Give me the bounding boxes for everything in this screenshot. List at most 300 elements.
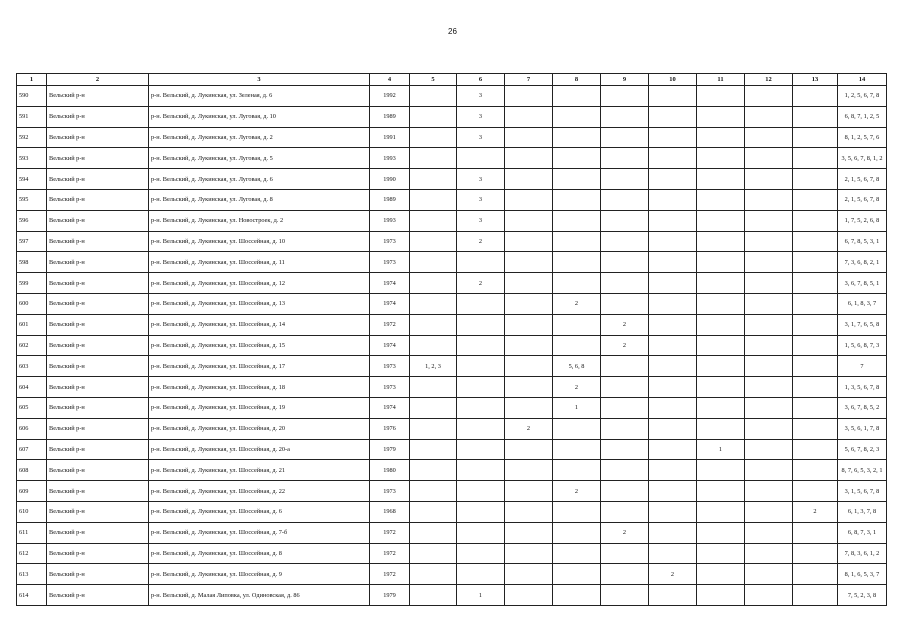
table-row [17, 148, 887, 169]
cell-row-number: 610 [17, 501, 47, 522]
cell-col-13 [793, 418, 838, 439]
cell-col-12 [745, 189, 793, 210]
cell-col-5 [410, 106, 457, 127]
cell-col-13 [793, 585, 838, 606]
cell-col-10: 2 [649, 564, 697, 585]
cell-district: Вельский р-н [47, 273, 149, 294]
table-row [17, 231, 887, 252]
cell-col-11 [697, 273, 745, 294]
cell-col-7 [505, 522, 553, 543]
cell-col-10 [649, 356, 697, 377]
cell-col-14: 8, 7, 6, 5, 3, 2, 1 [838, 460, 887, 481]
cell-col-6 [457, 356, 505, 377]
cell-district: Вельский р-н [47, 501, 149, 522]
cell-col-8: 1 [553, 397, 601, 418]
cell-district: Вельский р-н [47, 564, 149, 585]
cell-col-8 [553, 189, 601, 210]
cell-col-11 [697, 418, 745, 439]
cell-col-14: 6, 8, 7, 3, 1 [838, 522, 887, 543]
cell-col-8 [553, 273, 601, 294]
cell-col-9 [601, 481, 649, 502]
cell-year-built: 1972 [370, 543, 410, 564]
cell-col-8 [553, 231, 601, 252]
cell-col-10 [649, 314, 697, 335]
table-row [17, 356, 887, 377]
cell-col-6: 3 [457, 127, 505, 148]
cell-col-11 [697, 397, 745, 418]
cell-district: Вельский р-н [47, 231, 149, 252]
cell-col-8: 5, 6, 8 [553, 356, 601, 377]
cell-address: р-н. Вельский, д. Лукинская, ул. Шоссейная, д. 14 [149, 314, 370, 335]
cell-col-5 [410, 210, 457, 231]
cell-col-11 [697, 293, 745, 314]
column-header-8: 8 [553, 74, 601, 86]
cell-col-12 [745, 564, 793, 585]
cell-col-9 [601, 252, 649, 273]
cell-col-14: 2, 1, 5, 6, 7, 8 [838, 169, 887, 190]
cell-col-5 [410, 189, 457, 210]
cell-col-12 [745, 148, 793, 169]
cell-col-5 [410, 543, 457, 564]
table-row [17, 564, 887, 585]
cell-col-13 [793, 127, 838, 148]
table-row [17, 377, 887, 398]
cell-col-10 [649, 522, 697, 543]
cell-col-5 [410, 481, 457, 502]
table-row [17, 293, 887, 314]
cell-col-10 [649, 273, 697, 294]
cell-col-11 [697, 314, 745, 335]
cell-col-12 [745, 522, 793, 543]
cell-col-7 [505, 397, 553, 418]
cell-col-12 [745, 481, 793, 502]
cell-address: р-н. Вельский, д. Лукинская, ул. Шоссейная, д. 15 [149, 335, 370, 356]
cell-col-14: 6, 8, 7, 1, 2, 5 [838, 106, 887, 127]
cell-col-13 [793, 564, 838, 585]
cell-col-5 [410, 585, 457, 606]
cell-year-built: 1991 [370, 127, 410, 148]
cell-col-6: 3 [457, 189, 505, 210]
cell-col-12 [745, 273, 793, 294]
cell-col-11 [697, 377, 745, 398]
cell-col-10 [649, 585, 697, 606]
cell-col-12 [745, 86, 793, 107]
cell-col-8 [553, 252, 601, 273]
cell-col-10 [649, 189, 697, 210]
cell-col-14: 3, 6, 7, 8, 5, 2 [838, 397, 887, 418]
table-row [17, 252, 887, 273]
column-header-9: 9 [601, 74, 649, 86]
cell-col-13: 2 [793, 501, 838, 522]
table-row [17, 335, 887, 356]
cell-col-6 [457, 314, 505, 335]
table-row [17, 397, 887, 418]
cell-col-10 [649, 169, 697, 190]
cell-col-12 [745, 335, 793, 356]
cell-col-14: 6, 1, 8, 3, 7 [838, 293, 887, 314]
cell-col-6 [457, 564, 505, 585]
cell-year-built: 1974 [370, 397, 410, 418]
cell-col-11: 1 [697, 439, 745, 460]
cell-col-13 [793, 377, 838, 398]
cell-year-built: 1968 [370, 501, 410, 522]
cell-col-12 [745, 106, 793, 127]
cell-col-9 [601, 501, 649, 522]
cell-col-8 [553, 564, 601, 585]
table-row [17, 522, 887, 543]
cell-col-8 [553, 127, 601, 148]
cell-col-9 [601, 543, 649, 564]
cell-year-built: 1972 [370, 564, 410, 585]
cell-col-9 [601, 564, 649, 585]
cell-col-12 [745, 397, 793, 418]
cell-row-number: 606 [17, 418, 47, 439]
cell-col-6: 3 [457, 169, 505, 190]
cell-col-6 [457, 335, 505, 356]
column-header-6: 6 [457, 74, 505, 86]
cell-col-5 [410, 522, 457, 543]
cell-col-5 [410, 460, 457, 481]
cell-address: р-н. Вельский, д. Лукинская, ул. Зеленая, д. 6 [149, 86, 370, 107]
cell-col-11 [697, 169, 745, 190]
cell-row-number: 607 [17, 439, 47, 460]
table-row [17, 273, 887, 294]
table-row [17, 543, 887, 564]
cell-address: р-н. Вельский, д. Лукинская, ул. Луговая, д. 2 [149, 127, 370, 148]
cell-col-12 [745, 501, 793, 522]
cell-col-6 [457, 501, 505, 522]
cell-col-10 [649, 460, 697, 481]
cell-address: р-н. Вельский, д. Лукинская, ул. Шоссейная, д. 8 [149, 543, 370, 564]
cell-row-number: 597 [17, 231, 47, 252]
cell-col-11 [697, 231, 745, 252]
cell-address: р-н. Вельский, д. Лукинская, ул. Шоссейная, д. 12 [149, 273, 370, 294]
cell-col-10 [649, 252, 697, 273]
cell-col-12 [745, 169, 793, 190]
cell-row-number: 590 [17, 86, 47, 107]
cell-col-8 [553, 210, 601, 231]
cell-col-14: 1, 5, 6, 8, 7, 3 [838, 335, 887, 356]
cell-col-10 [649, 543, 697, 564]
cell-col-14: 3, 1, 7, 6, 5, 8 [838, 314, 887, 335]
cell-col-14: 3, 5, 6, 1, 7, 8 [838, 418, 887, 439]
cell-col-6 [457, 293, 505, 314]
cell-col-6 [457, 522, 505, 543]
cell-row-number: 608 [17, 460, 47, 481]
column-header-11: 11 [697, 74, 745, 86]
cell-address: р-н. Вельский, д. Лукинская, ул. Шоссейная, д. 22 [149, 481, 370, 502]
cell-col-6: 2 [457, 273, 505, 294]
cell-col-9 [601, 377, 649, 398]
cell-col-10 [649, 501, 697, 522]
cell-year-built: 1993 [370, 210, 410, 231]
cell-district: Вельский р-н [47, 293, 149, 314]
cell-col-7 [505, 148, 553, 169]
cell-col-7 [505, 314, 553, 335]
cell-address: р-н. Вельский, д. Лукинская, ул. Шоссейная, д. 13 [149, 293, 370, 314]
column-header-5: 5 [410, 74, 457, 86]
cell-col-13 [793, 522, 838, 543]
cell-district: Вельский р-н [47, 543, 149, 564]
cell-col-8 [553, 522, 601, 543]
cell-col-9: 2 [601, 335, 649, 356]
cell-col-5 [410, 314, 457, 335]
cell-col-14: 3, 1, 5, 6, 7, 8 [838, 481, 887, 502]
cell-col-7 [505, 564, 553, 585]
cell-col-10 [649, 293, 697, 314]
cell-year-built: 1990 [370, 169, 410, 190]
cell-row-number: 612 [17, 543, 47, 564]
cell-col-14: 7, 3, 6, 8, 2, 1 [838, 252, 887, 273]
table-row [17, 169, 887, 190]
table-row [17, 314, 887, 335]
cell-year-built: 1972 [370, 522, 410, 543]
cell-col-9 [601, 356, 649, 377]
cell-col-11 [697, 460, 745, 481]
cell-year-built: 1973 [370, 481, 410, 502]
cell-col-6 [457, 439, 505, 460]
cell-col-11 [697, 335, 745, 356]
cell-col-14: 8, 1, 6, 5, 3, 7 [838, 564, 887, 585]
cell-col-5 [410, 127, 457, 148]
cell-col-6 [457, 397, 505, 418]
cell-address: р-н. Вельский, д. Лукинская, ул. Луговая, д. 5 [149, 148, 370, 169]
cell-col-7 [505, 293, 553, 314]
cell-col-14: 3, 5, 6, 7, 8, 1, 2 [838, 148, 887, 169]
cell-col-6: 3 [457, 210, 505, 231]
cell-col-9 [601, 397, 649, 418]
cell-col-10 [649, 377, 697, 398]
cell-col-13 [793, 252, 838, 273]
cell-col-13 [793, 148, 838, 169]
cell-col-9 [601, 231, 649, 252]
cell-col-5 [410, 418, 457, 439]
column-header-13: 13 [793, 74, 838, 86]
cell-col-11 [697, 210, 745, 231]
cell-col-12 [745, 314, 793, 335]
cell-col-5 [410, 231, 457, 252]
cell-col-10 [649, 148, 697, 169]
cell-row-number: 601 [17, 314, 47, 335]
column-header-14: 14 [838, 74, 887, 86]
page-number: 26 [448, 27, 457, 36]
cell-district: Вельский р-н [47, 127, 149, 148]
cell-year-built: 1989 [370, 189, 410, 210]
cell-col-11 [697, 252, 745, 273]
cell-col-6 [457, 460, 505, 481]
cell-row-number: 611 [17, 522, 47, 543]
cell-col-5 [410, 148, 457, 169]
cell-col-7 [505, 501, 553, 522]
cell-col-7 [505, 439, 553, 460]
cell-row-number: 591 [17, 106, 47, 127]
cell-col-11 [697, 543, 745, 564]
cell-col-13 [793, 273, 838, 294]
cell-col-14: 3, 6, 7, 8, 5, 1 [838, 273, 887, 294]
cell-col-11 [697, 564, 745, 585]
column-header-4: 4 [370, 74, 410, 86]
cell-col-9 [601, 210, 649, 231]
cell-year-built: 1989 [370, 106, 410, 127]
cell-col-7 [505, 106, 553, 127]
cell-row-number: 614 [17, 585, 47, 606]
cell-col-10 [649, 418, 697, 439]
cell-col-10 [649, 86, 697, 107]
cell-district: Вельский р-н [47, 252, 149, 273]
cell-address: р-н. Вельский, д. Малая Липовка, ул. Одиновская, д. 86 [149, 585, 370, 606]
housing-register-table [16, 73, 887, 606]
cell-col-7 [505, 377, 553, 398]
cell-col-14: 1, 2, 5, 6, 7, 8 [838, 86, 887, 107]
table-row [17, 418, 887, 439]
cell-row-number: 602 [17, 335, 47, 356]
cell-col-9 [601, 189, 649, 210]
cell-district: Вельский р-н [47, 397, 149, 418]
cell-address: р-н. Вельский, д. Лукинская, ул. Шоссейная, д. 6 [149, 501, 370, 522]
cell-col-7 [505, 543, 553, 564]
cell-col-9 [601, 293, 649, 314]
cell-col-9 [601, 273, 649, 294]
cell-district: Вельский р-н [47, 460, 149, 481]
cell-address: р-н. Вельский, д. Лукинская, ул. Новостроек, д. 2 [149, 210, 370, 231]
cell-col-12 [745, 252, 793, 273]
cell-district: Вельский р-н [47, 418, 149, 439]
cell-col-13 [793, 86, 838, 107]
cell-col-7 [505, 460, 553, 481]
cell-col-8 [553, 148, 601, 169]
cell-col-12 [745, 356, 793, 377]
cell-year-built: 1973 [370, 356, 410, 377]
cell-district: Вельский р-н [47, 481, 149, 502]
cell-col-7 [505, 335, 553, 356]
cell-district: Вельский р-н [47, 106, 149, 127]
cell-col-7 [505, 127, 553, 148]
cell-col-5 [410, 377, 457, 398]
cell-address: р-н. Вельский, д. Лукинская, ул. Шоссейная, д. 19 [149, 397, 370, 418]
cell-col-8 [553, 169, 601, 190]
cell-col-11 [697, 106, 745, 127]
cell-year-built: 1974 [370, 293, 410, 314]
cell-col-14: 5, 6, 7, 8, 2, 3 [838, 439, 887, 460]
cell-col-10 [649, 335, 697, 356]
cell-col-11 [697, 127, 745, 148]
table-row [17, 189, 887, 210]
cell-district: Вельский р-н [47, 210, 149, 231]
cell-col-12 [745, 210, 793, 231]
header-row [17, 74, 887, 86]
cell-col-7 [505, 252, 553, 273]
cell-col-6 [457, 148, 505, 169]
table-body [17, 86, 887, 606]
cell-district: Вельский р-н [47, 585, 149, 606]
cell-year-built: 1980 [370, 460, 410, 481]
cell-row-number: 599 [17, 273, 47, 294]
cell-year-built: 1974 [370, 273, 410, 294]
cell-year-built: 1974 [370, 335, 410, 356]
cell-district: Вельский р-н [47, 439, 149, 460]
cell-col-6: 3 [457, 86, 505, 107]
cell-col-5: 1, 2, 3 [410, 356, 457, 377]
cell-col-11 [697, 189, 745, 210]
cell-col-6 [457, 252, 505, 273]
cell-col-14: 2, 1, 5, 6, 7, 8 [838, 189, 887, 210]
cell-col-9 [601, 169, 649, 190]
cell-address: р-н. Вельский, д. Лукинская, ул. Луговая, д. 8 [149, 189, 370, 210]
cell-row-number: 592 [17, 127, 47, 148]
cell-col-5 [410, 501, 457, 522]
cell-year-built: 1992 [370, 86, 410, 107]
cell-col-14: 1, 7, 5, 2, 6, 8 [838, 210, 887, 231]
cell-col-9 [601, 460, 649, 481]
cell-col-5 [410, 86, 457, 107]
cell-col-7 [505, 481, 553, 502]
cell-col-13 [793, 460, 838, 481]
cell-col-14: 7 [838, 356, 887, 377]
table-row [17, 481, 887, 502]
cell-district: Вельский р-н [47, 189, 149, 210]
cell-col-5 [410, 293, 457, 314]
cell-col-7 [505, 356, 553, 377]
cell-col-12 [745, 439, 793, 460]
cell-col-8 [553, 460, 601, 481]
cell-address: р-н. Вельский, д. Лукинская, ул. Шоссейная, д. 20 [149, 418, 370, 439]
cell-row-number: 609 [17, 481, 47, 502]
cell-col-10 [649, 397, 697, 418]
cell-col-11 [697, 86, 745, 107]
column-header-12: 12 [745, 74, 793, 86]
cell-col-6 [457, 418, 505, 439]
cell-col-8 [553, 335, 601, 356]
cell-col-12 [745, 585, 793, 606]
cell-col-14: 6, 7, 8, 5, 3, 1 [838, 231, 887, 252]
cell-year-built: 1979 [370, 585, 410, 606]
cell-address: р-н. Вельский, д. Лукинская, ул. Луговая, д. 10 [149, 106, 370, 127]
cell-address: р-н. Вельский, д. Лукинская, ул. Шоссейная, д. 7-б [149, 522, 370, 543]
cell-year-built: 1979 [370, 439, 410, 460]
cell-col-14: 1, 3, 5, 6, 7, 8 [838, 377, 887, 398]
cell-address: р-н. Вельский, д. Лукинская, ул. Луговая, д. 6 [149, 169, 370, 190]
cell-year-built: 1993 [370, 148, 410, 169]
cell-col-14: 6, 1, 3, 7, 8 [838, 501, 887, 522]
cell-col-12 [745, 543, 793, 564]
table-row [17, 210, 887, 231]
cell-district: Вельский р-н [47, 86, 149, 107]
cell-col-8: 2 [553, 377, 601, 398]
cell-col-8 [553, 106, 601, 127]
cell-col-14: 7, 8, 3, 6, 1, 2 [838, 543, 887, 564]
cell-col-11 [697, 522, 745, 543]
cell-col-13 [793, 169, 838, 190]
cell-col-7 [505, 86, 553, 107]
cell-col-6 [457, 481, 505, 502]
cell-address: р-н. Вельский, д. Лукинская, ул. Шоссейная, д. 9 [149, 564, 370, 585]
cell-year-built: 1976 [370, 418, 410, 439]
cell-year-built: 1973 [370, 231, 410, 252]
cell-address: р-н. Вельский, д. Лукинская, ул. Шоссейная, д. 17 [149, 356, 370, 377]
cell-col-8 [553, 543, 601, 564]
cell-col-8 [553, 86, 601, 107]
cell-col-6 [457, 543, 505, 564]
cell-col-9 [601, 106, 649, 127]
cell-address: р-н. Вельский, д. Лукинская, ул. Шоссейная, д. 10 [149, 231, 370, 252]
cell-address: р-н. Вельский, д. Лукинская, ул. Шоссейная, д. 11 [149, 252, 370, 273]
cell-col-7 [505, 585, 553, 606]
cell-col-12 [745, 377, 793, 398]
cell-year-built: 1972 [370, 314, 410, 335]
cell-col-8 [553, 418, 601, 439]
cell-col-13 [793, 293, 838, 314]
cell-district: Вельский р-н [47, 148, 149, 169]
